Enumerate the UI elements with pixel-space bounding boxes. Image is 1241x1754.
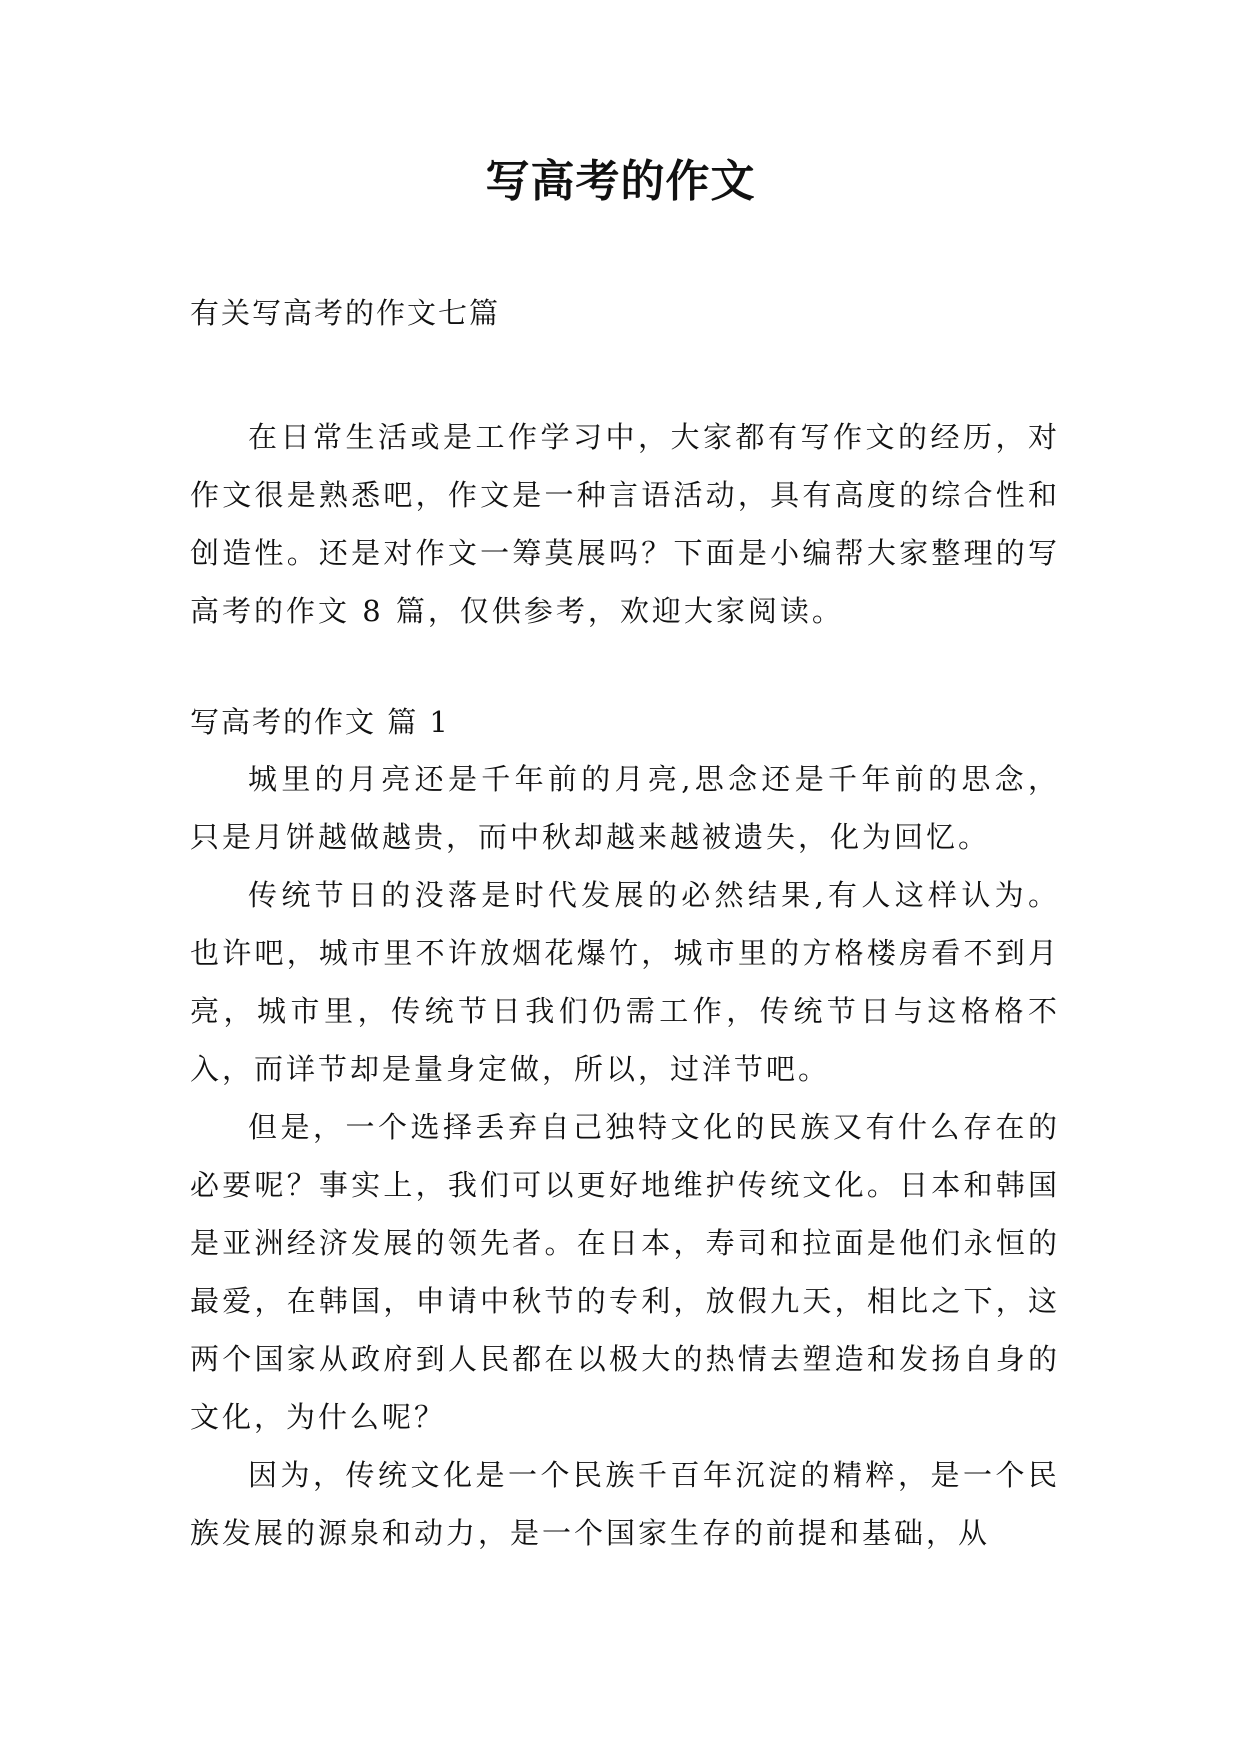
essay-paragraph-3: 但是，一个选择丢弃自己独特文化的民族又有什么存在的必要呢？事实上，我们可以更好地维护传统文化。日本和韩国是亚洲经济发展的领先者。在日本，寿司和拉面是他们永恒的最爱，在韩国，申请中秋节的专利，放假九天，相比之下，这两个国家从政府到人民都在以极大的热情去塑造和发扬自身的文化，为什么呢？ bbox=[190, 1110, 1060, 1434]
section-title: 写高考的作文 篇 1 bbox=[190, 705, 450, 739]
intro-paragraph: 在日常生活或是工作学习中，大家都有写作文的经历，对作文很是熟悉吧，作文是一种言语活动，具有高度的综合性和创造性。还是对作文一筹莫展吗？下面是小编帮大家整理的写高考的作文 8 篇，仅供参考，欢迎大家阅读。 bbox=[190, 420, 1060, 628]
essay-body bbox=[190, 750, 1060, 1562]
essay-paragraph-2: 传统节日的没落是时代发展的必然结果,有人这样认为。也许吧，城市里不许放烟花爆竹，城市里的方格楼房看不到月亮，城市里，传统节日我们仍需工作，传统节日与这格格不入，而详节却是量身定做，所以，过洋节吧。 bbox=[190, 878, 1060, 1086]
essay-paragraph-1: 城里的月亮还是千年前的月亮,思念还是千年前的思念，只是月饼越做越贵，而中秋却越来越被遗失，化为回忆。 bbox=[190, 762, 1060, 854]
document-title: 写高考的作文 bbox=[485, 156, 756, 207]
document-subtitle: 有关写高考的作文七篇 bbox=[190, 296, 501, 330]
intro-block bbox=[190, 408, 1060, 640]
essay-paragraph-4: 因为，传统文化是一个民族千百年沉淀的精粹，是一个民族发展的源泉和动力，是一个国家生存的前提和基础，从 bbox=[190, 1458, 1060, 1550]
